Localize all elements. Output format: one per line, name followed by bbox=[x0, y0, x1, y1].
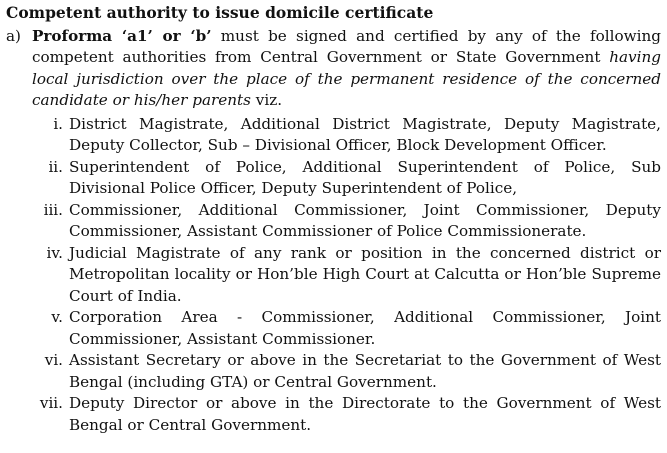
list-item-text: Assistant Secretary or above in the Secretariat to the Government of West Bengal (including GTA) or Central Government. bbox=[69, 351, 661, 391]
list-item-text: Corporation Area - Commissioner, Additional Commissioner, Joint Commissioner, Assistant Commissioner. bbox=[69, 308, 661, 348]
list-item bbox=[6, 114, 661, 157]
clause-text bbox=[32, 26, 661, 112]
clause-italic-text: having local jurisdiction over the place of the permanent residence of the concerned candidate or his/her parents bbox=[32, 48, 661, 109]
list-item bbox=[6, 157, 661, 200]
list-item-number: iii. bbox=[43, 200, 63, 219]
clause-a bbox=[6, 26, 661, 112]
list-item-number: vii. bbox=[39, 394, 63, 412]
list-item-number: i. bbox=[53, 114, 63, 133]
list-item bbox=[6, 307, 661, 350]
clause-normal-text: must be signed and certified by any of the following competent authorities from Central Government or State Government bbox=[32, 26, 661, 66]
list-item-text: Superintendent of Police, Additional Superintendent of Police, Sub Divisional Police Officer, Deputy Superintendent of Police, bbox=[69, 157, 661, 197]
list-item-text: Commissioner, Additional Commissioner, Joint Commissioner, Deputy Commissioner, Assistant Commissioner of Police Commissionerate. bbox=[69, 200, 661, 240]
list-item-number: vi. bbox=[44, 351, 63, 369]
list-item bbox=[6, 350, 661, 393]
list-item bbox=[6, 200, 661, 243]
list-item-text: Deputy Director or above in the Directorate to the Government of West Bengal or Central Government. bbox=[69, 394, 661, 434]
authority-list bbox=[6, 114, 661, 437]
list-item-number: ii. bbox=[48, 157, 63, 176]
clause-bold-text: Proforma ‘a1’ or ‘b’ bbox=[32, 26, 212, 45]
list-item bbox=[6, 243, 661, 308]
clause-tail-text: viz. bbox=[250, 91, 283, 109]
section-heading: Competent authority to issue domicile certificate bbox=[6, 3, 434, 22]
clause-marker: a) bbox=[6, 26, 21, 45]
list-item-number: iv. bbox=[46, 243, 63, 262]
list-item-text: District Magistrate, Additional District Magistrate, Deputy Magistrate, Deputy Collector, Sub – Divisional Officer, Block Development Officer. bbox=[69, 114, 661, 154]
list-item-text: Judicial Magistrate of any rank or position in the concerned district or Metropolitan locality or Hon’ble High Court at Calcutta or Hon’ble Supreme Court of India. bbox=[69, 243, 661, 305]
list-item-number: v. bbox=[51, 308, 63, 326]
list-item bbox=[6, 393, 661, 436]
